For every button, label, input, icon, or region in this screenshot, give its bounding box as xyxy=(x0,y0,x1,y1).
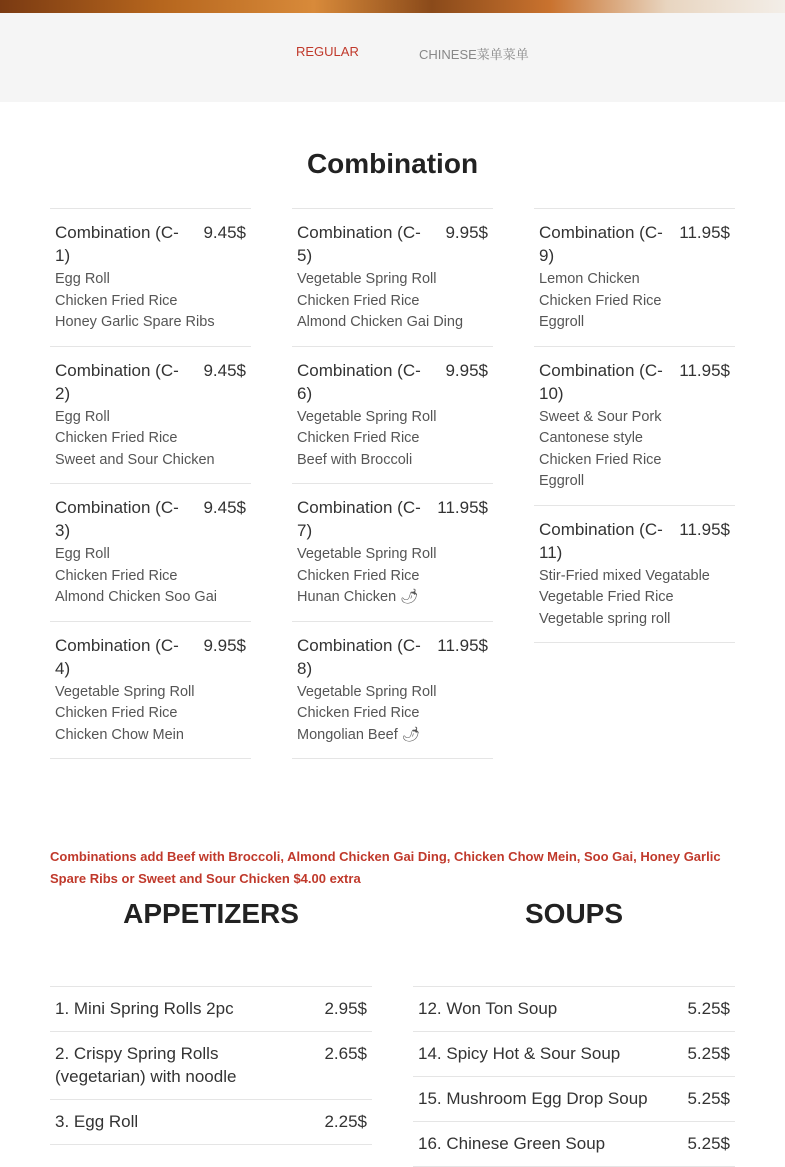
item-description xyxy=(297,407,488,472)
item-name: Combination (C-5) xyxy=(297,223,421,265)
menu-item[interactable] xyxy=(292,483,493,621)
menu-item[interactable] xyxy=(534,208,735,346)
item-name: 2. Crispy Spring Rolls (vegetarian) with noodle xyxy=(55,1044,237,1086)
combination-column-1 xyxy=(50,208,251,759)
description-line: Almond Chicken Soo Gai xyxy=(55,589,217,605)
description-line: Vegetable spring roll xyxy=(539,610,671,627)
description-line: Chicken Fried Rice xyxy=(539,451,662,468)
item-name: 3. Egg Roll xyxy=(55,1112,139,1131)
menu-item[interactable] xyxy=(534,346,735,505)
description-line: Egg Roll xyxy=(55,408,110,425)
item-price: 2.95$ xyxy=(324,999,367,1018)
combination-column-3 xyxy=(534,208,735,643)
appetizers-list xyxy=(50,986,372,1145)
column-divider xyxy=(534,642,735,643)
description-line: Hunan Chicken 🌶 xyxy=(297,589,419,605)
menu-item[interactable] xyxy=(292,621,493,759)
menu-item[interactable] xyxy=(50,208,251,346)
description-line: Almond Chicken Gai Ding xyxy=(297,314,464,330)
item-price: 9.95$ xyxy=(445,360,488,380)
item-name: Combination (C-2) xyxy=(55,360,179,403)
item-name: Combination (C-7) xyxy=(297,498,421,540)
description-line: Sweet and Sour Chicken xyxy=(55,451,215,468)
description-line: Chicken Fried Rice xyxy=(55,567,178,584)
description-line: Vegetable Spring Roll xyxy=(55,683,195,700)
description-line: Eggroll xyxy=(539,314,585,330)
item-price: 9.95$ xyxy=(203,635,246,655)
item-description xyxy=(539,566,730,631)
description-line: Chicken Chow Mein xyxy=(55,726,184,743)
item-name: 16. Chinese Green Soup xyxy=(418,1134,606,1153)
description-line: Chicken Fried Rice xyxy=(297,705,420,721)
description-line: Eggroll xyxy=(539,473,585,489)
description-line: Vegetable Fried Rice xyxy=(539,589,674,605)
item-description xyxy=(297,269,488,334)
item-description xyxy=(55,544,246,609)
item-price: 9.45$ xyxy=(203,498,246,517)
item-name: Combination (C-11) xyxy=(539,519,663,562)
menu-item[interactable] xyxy=(50,346,251,484)
description-line: Lemon Chicken xyxy=(539,271,640,287)
description-line: Egg Roll xyxy=(55,546,110,562)
item-price: 9.45$ xyxy=(203,360,246,380)
item-name: 15. Mushroom Egg Drop Soup xyxy=(418,1089,648,1108)
item-price: 11.95$ xyxy=(437,635,488,655)
item-price: 2.65$ xyxy=(324,1044,367,1063)
item-price: 2.25$ xyxy=(324,1112,367,1131)
item-name: Combination (C-8) xyxy=(297,635,421,678)
description-line: Vegetable Spring Roll xyxy=(297,271,437,287)
item-name: Combination (C-6) xyxy=(297,360,421,403)
description-line: Stir-Fried mixed Vegatable xyxy=(539,567,710,584)
menu-item[interactable] xyxy=(50,1099,372,1144)
item-description xyxy=(539,269,730,334)
description-line: Vegetable Spring Roll xyxy=(297,683,437,700)
description-line: Vegetable Spring Roll xyxy=(297,408,437,425)
item-price: 11.95$ xyxy=(679,519,730,539)
menu-item[interactable] xyxy=(292,208,493,346)
menu-item[interactable] xyxy=(50,483,251,621)
item-price: 5.25$ xyxy=(687,999,730,1018)
menu-item[interactable] xyxy=(50,986,372,1031)
item-description xyxy=(297,682,488,747)
hero-image xyxy=(0,0,785,13)
description-line: Sweet & Sour Pork Cantonese style xyxy=(539,408,662,446)
item-price: 5.25$ xyxy=(687,1134,730,1153)
tab-regular[interactable]: REGULAR xyxy=(296,44,359,59)
menu-item[interactable] xyxy=(534,505,735,643)
item-name: 1. Mini Spring Rolls 2pc xyxy=(55,999,234,1018)
description-line: Vegetable Spring Roll xyxy=(297,546,437,562)
menu-item[interactable] xyxy=(413,986,735,1031)
soups-list xyxy=(413,986,735,1167)
menu-item[interactable] xyxy=(413,1076,735,1121)
appetizers-title: APPETIZERS xyxy=(123,898,299,929)
description-line: Egg Roll xyxy=(55,271,110,287)
menu-tab-bar xyxy=(0,13,785,102)
item-price: 11.95$ xyxy=(679,360,730,380)
description-line: Chicken Fried Rice xyxy=(55,292,178,309)
item-description xyxy=(297,544,488,609)
item-price: 11.95$ xyxy=(437,498,488,517)
item-price: 5.25$ xyxy=(687,1044,730,1063)
menu-item[interactable] xyxy=(413,1031,735,1076)
item-description xyxy=(55,269,246,334)
item-name: 12. Won Ton Soup xyxy=(418,999,558,1018)
description-line: Chicken Fried Rice xyxy=(297,430,420,446)
description-line: Chicken Fried Rice xyxy=(297,567,420,584)
item-description xyxy=(55,407,246,472)
tab-chinese[interactable]: CHINESE菜单菜单 xyxy=(419,47,529,62)
soups-title: SOUPS xyxy=(524,898,624,929)
menu-item[interactable] xyxy=(50,621,251,759)
description-line: Chicken Fried Rice xyxy=(539,292,662,309)
menu-item[interactable] xyxy=(50,1031,372,1099)
item-price: 5.25$ xyxy=(687,1089,730,1108)
item-description xyxy=(55,682,246,747)
item-name: 14. Spicy Hot & Sour Soup xyxy=(418,1044,621,1063)
description-line: Honey Garlic Spare Ribs xyxy=(55,314,215,330)
description-line: Beef with Broccoli xyxy=(297,451,413,468)
item-price: 11.95$ xyxy=(679,223,730,242)
description-line: Mongolian Beef 🌶 xyxy=(297,726,421,743)
column-divider xyxy=(292,758,493,759)
item-price: 9.45$ xyxy=(203,223,246,242)
menu-item[interactable] xyxy=(413,1121,735,1166)
active-tab-caret xyxy=(318,102,338,113)
column-divider xyxy=(50,758,251,759)
item-name: Combination (C-10) xyxy=(539,360,663,403)
description-line: Chicken Fried Rice xyxy=(55,705,178,721)
combination-note: Combinations add Beef with Broccoli, Almond Chicken Gai Ding, Chicken Chow Mein, Soo Gai, Honey Garlic Spare Ribs or Sweet and Sour Chicken $4.00 extra xyxy=(50,849,721,886)
item-price: 9.95$ xyxy=(445,223,488,242)
item-description xyxy=(539,407,730,493)
menu-item[interactable] xyxy=(292,346,493,484)
item-name: Combination (C-1) xyxy=(55,223,179,265)
item-name: Combination (C-4) xyxy=(55,635,179,678)
combination-column-2 xyxy=(292,208,493,759)
item-name: Combination (C-3) xyxy=(55,498,179,540)
combination-title: Combination xyxy=(306,148,479,179)
description-line: Chicken Fried Rice xyxy=(297,292,420,309)
description-line: Chicken Fried Rice xyxy=(55,430,178,446)
item-name: Combination (C-9) xyxy=(539,223,663,265)
